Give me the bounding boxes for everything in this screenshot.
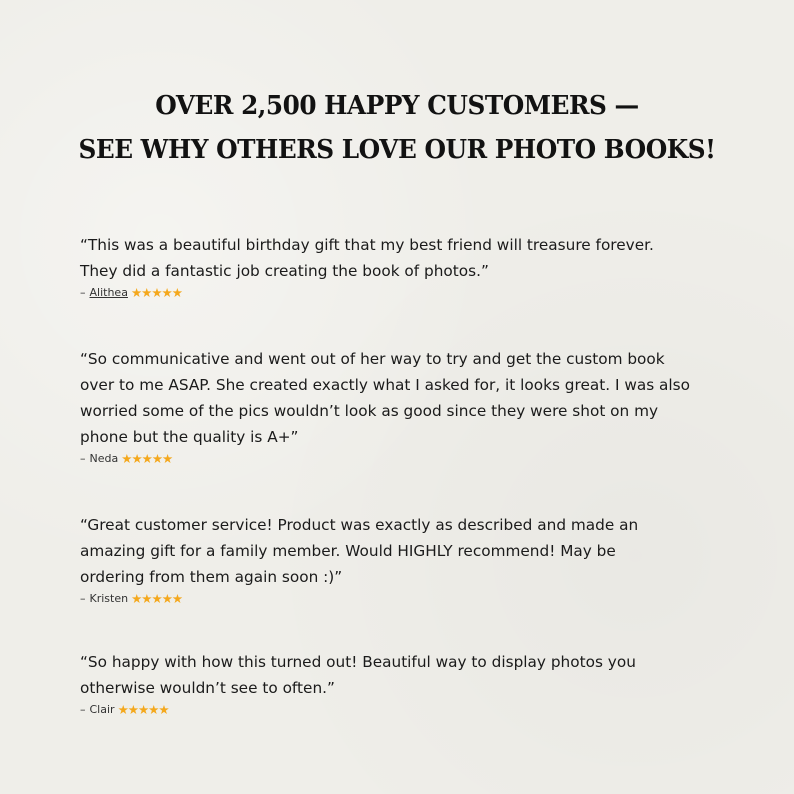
byline-dash: –	[80, 452, 86, 465]
byline-dash: –	[80, 286, 86, 299]
reviewer-name: Kristen	[89, 592, 129, 605]
quote-line: ordering from them again soon :)”	[80, 568, 343, 586]
review-quote	[80, 346, 730, 450]
quote-line: amazing gift for a family member. Would HIGHLY recommend! May be	[80, 542, 616, 560]
quote-line: “So communicative and went out of her way to try and get the custom book	[80, 350, 665, 368]
quote-line: otherwise wouldn’t see to often.”	[80, 679, 335, 697]
byline-dash: –	[80, 592, 86, 605]
review-byline	[80, 286, 730, 300]
review-neda	[80, 346, 730, 466]
review-clair	[80, 649, 730, 717]
review-kristen	[80, 512, 730, 606]
byline-dash: –	[80, 703, 86, 716]
review-quote	[80, 232, 730, 284]
reviewer-name-link[interactable]: Alithea	[89, 286, 128, 299]
review-byline	[80, 452, 730, 466]
quote-line: worried some of the pics wouldn’t look as good since they were shot on my	[80, 402, 659, 420]
review-alithea	[80, 232, 730, 300]
quote-line: They did a fantastic job creating the book of photos.”	[80, 262, 489, 280]
headline-line-1: OVER 2,500 HAPPY CUSTOMERS —	[155, 91, 639, 121]
headline	[20, 84, 774, 172]
review-byline	[80, 703, 730, 717]
star-rating-icon: ★★★★★	[131, 591, 183, 606]
reviewer-name: Neda	[89, 452, 119, 465]
review-quote	[80, 649, 730, 701]
quote-line: “So happy with how this turned out! Beautiful way to display photos you	[80, 653, 636, 671]
star-rating-icon: ★★★★★	[117, 702, 169, 717]
reviewer-name: Clair	[89, 703, 115, 716]
star-rating-icon: ★★★★★	[121, 451, 173, 466]
review-quote	[80, 512, 730, 590]
quote-line: “Great customer service! Product was exactly as described and made an	[80, 516, 639, 534]
quote-line: phone but the quality is A+”	[80, 428, 299, 446]
review-byline	[80, 592, 730, 606]
star-rating-icon: ★★★★★	[130, 285, 182, 300]
quote-line: “This was a beautiful birthday gift that my best friend will treasure forever.	[80, 236, 654, 254]
headline-line-2: SEE WHY OTHERS LOVE OUR PHOTO BOOKS!	[78, 135, 716, 165]
quote-line: over to me ASAP. She created exactly what I asked for, it looks great. I was also	[80, 376, 690, 394]
